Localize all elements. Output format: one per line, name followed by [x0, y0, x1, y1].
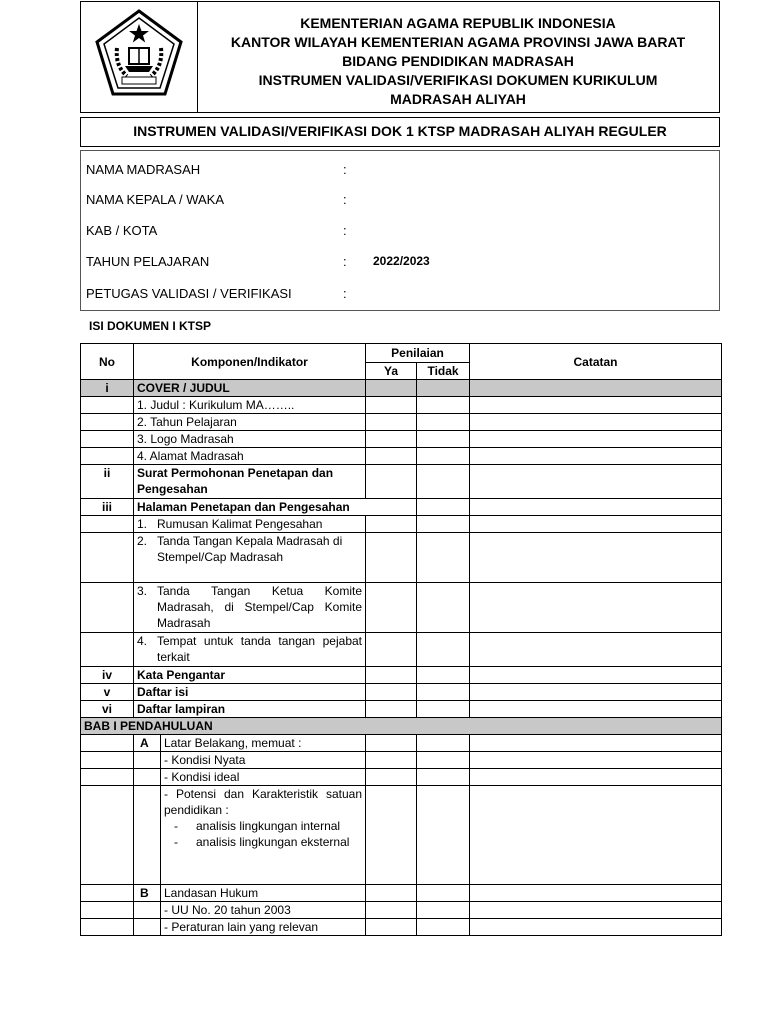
table-row [81, 701, 722, 718]
row-component: - Kondisi Nyata [161, 752, 366, 769]
validation-table [80, 343, 722, 936]
row-number [81, 533, 134, 583]
ya-cell[interactable] [366, 902, 417, 919]
identity-colon: : [343, 162, 347, 177]
catatan-cell[interactable] [470, 885, 722, 902]
row-component: Daftar isi [134, 684, 366, 701]
row-number: i [81, 380, 134, 397]
catatan-cell[interactable] [470, 667, 722, 684]
identity-colon: : [343, 286, 347, 301]
catatan-cell[interactable] [470, 786, 722, 885]
catatan-cell[interactable] [470, 633, 722, 667]
row-number [81, 397, 134, 414]
catatan-cell[interactable] [470, 448, 722, 465]
table-row [81, 397, 722, 414]
table-header-row [81, 344, 722, 363]
row-component [134, 516, 366, 533]
ya-cell[interactable] [366, 633, 417, 667]
chapter-row [81, 718, 722, 735]
catatan-cell[interactable] [470, 902, 722, 919]
table-row [81, 465, 722, 499]
row-component [134, 633, 366, 667]
row-number [81, 902, 134, 919]
kemenag-emblem-icon [93, 8, 185, 100]
table-row [81, 684, 722, 701]
header-no: No [81, 344, 134, 380]
table-row [81, 786, 722, 885]
header-text [198, 14, 718, 109]
identity-box [80, 150, 720, 311]
row-number [81, 516, 134, 533]
row-letter [134, 902, 161, 919]
row-component: Halaman Penetapan dan Pengesahan [134, 499, 417, 516]
tidak-cell[interactable] [417, 533, 470, 583]
row-number [81, 919, 134, 936]
ya-cell[interactable] [366, 533, 417, 583]
item-text: - Potensi dan Karakteristik satuan pendidikan : [164, 787, 363, 817]
row-component: Kata Pengantar [134, 667, 366, 684]
tidak-cell[interactable] [417, 431, 470, 448]
row-number: iii [81, 499, 134, 516]
row-component: Surat Permohonan Penetapan dan Pengesahan [134, 465, 366, 499]
catatan-cell[interactable] [470, 516, 722, 533]
header-komponen: Komponen/Indikator [134, 344, 366, 380]
table-row [81, 380, 722, 397]
ya-cell[interactable] [366, 684, 417, 701]
item-text: Rumusan Kalimat Pengesahan [157, 517, 323, 531]
tidak-cell[interactable] [417, 397, 470, 414]
row-letter [134, 786, 161, 885]
row-component: 2. Tahun Pelajaran [134, 414, 366, 431]
identity-label: KAB / KOTA [86, 223, 158, 238]
row-number [81, 431, 134, 448]
item-number: 2. [137, 534, 148, 548]
ya-cell[interactable] [366, 919, 417, 936]
tidak-cell[interactable] [417, 752, 470, 769]
catatan-cell[interactable] [470, 919, 722, 936]
row-component: - UU No. 20 tahun 2003 [161, 902, 366, 919]
dash: - [174, 819, 178, 833]
header-line: KEMENTERIAN AGAMA REPUBLIK INDONESIA [300, 15, 616, 31]
tidak-cell[interactable] [417, 499, 470, 516]
ya-cell[interactable] [366, 701, 417, 718]
row-letter [134, 919, 161, 936]
catatan-cell[interactable] [470, 465, 722, 499]
tidak-cell[interactable] [417, 380, 470, 397]
identity-colon: : [343, 254, 347, 269]
identity-colon: : [343, 192, 347, 207]
chapter-heading: BAB I PENDAHULUAN [81, 718, 722, 735]
catatan-cell[interactable] [470, 499, 722, 516]
row-number [81, 885, 134, 902]
row-component: - Peraturan lain yang relevan [161, 919, 366, 936]
document-header [80, 1, 720, 113]
row-component [134, 533, 366, 583]
dash: - [174, 835, 178, 849]
tidak-cell[interactable] [417, 633, 470, 667]
catatan-cell[interactable] [470, 380, 722, 397]
row-component [161, 786, 366, 885]
tidak-cell[interactable] [417, 465, 470, 499]
ya-cell[interactable] [366, 583, 417, 633]
ya-cell[interactable] [366, 769, 417, 786]
row-component: 4. Alamat Madrasah [134, 448, 366, 465]
table-row [81, 533, 722, 583]
item-text: Tanda Tangan Ketua Komite Madrasah, di Stempel/Cap Komite Madrasah [157, 584, 363, 630]
row-number: iv [81, 667, 134, 684]
row-number [81, 735, 134, 752]
catatan-cell[interactable] [470, 684, 722, 701]
identity-label: TAHUN PELAJARAN [86, 254, 210, 269]
item-number: 3. [137, 584, 148, 598]
row-number [81, 769, 134, 786]
tidak-cell[interactable] [417, 786, 470, 885]
ya-cell[interactable] [366, 448, 417, 465]
ya-cell[interactable] [366, 465, 417, 499]
identity-label: NAMA KEPALA / WAKA [86, 192, 224, 207]
table-row [81, 902, 722, 919]
row-number: vi [81, 701, 134, 718]
logo-cell [81, 2, 198, 112]
catatan-cell[interactable] [470, 583, 722, 633]
item-text: Tanda Tangan Kepala Madrasah di Stempel/Cap Madrasah [157, 534, 343, 564]
row-component [134, 583, 366, 633]
tidak-cell[interactable] [417, 701, 470, 718]
table-row [81, 752, 722, 769]
table-row [81, 667, 722, 684]
header-catatan: Catatan [470, 344, 722, 380]
row-component: 1. Judul : Kurikulum MA…….. [134, 397, 366, 414]
row-number: ii [81, 465, 134, 499]
ya-cell[interactable] [366, 516, 417, 533]
row-component: Landasan Hukum [161, 885, 366, 902]
item-number: 1. [137, 517, 148, 531]
table-row [81, 735, 722, 752]
item-text: Tempat untuk tanda tangan pejabat terkait [157, 634, 363, 664]
row-number [81, 448, 134, 465]
ya-cell[interactable] [366, 380, 417, 397]
catatan-cell[interactable] [470, 735, 722, 752]
identity-label: NAMA MADRASAH [86, 162, 201, 177]
table-row [81, 769, 722, 786]
table-row [81, 431, 722, 448]
item-number: 4. [137, 634, 148, 648]
tidak-cell[interactable] [417, 735, 470, 752]
sub-item-text: analisis lingkungan eksternal [196, 835, 350, 849]
catatan-cell[interactable] [470, 533, 722, 583]
row-number [81, 633, 134, 667]
tidak-cell[interactable] [417, 902, 470, 919]
tidak-cell[interactable] [417, 516, 470, 533]
row-component: 3. Logo Madrasah [134, 431, 366, 448]
tidak-cell[interactable] [417, 684, 470, 701]
table-row [81, 885, 722, 902]
tidak-cell[interactable] [417, 769, 470, 786]
identity-label: PETUGAS VALIDASI / VERIFIKASI [86, 286, 292, 301]
catatan-cell[interactable] [470, 397, 722, 414]
catatan-cell[interactable] [470, 414, 722, 431]
header-line: KANTOR WILAYAH KEMENTERIAN AGAMA PROVINSI JAWA BARAT [230, 34, 686, 50]
table-row [81, 633, 722, 667]
header-penilaian: Penilaian [366, 344, 470, 363]
table-row [81, 919, 722, 936]
identity-colon: : [343, 223, 347, 238]
ya-cell[interactable] [366, 885, 417, 902]
ya-cell[interactable] [366, 735, 417, 752]
row-letter [134, 769, 161, 786]
sub-item-text: analisis lingkungan internal [196, 819, 341, 833]
tidak-cell[interactable] [417, 414, 470, 431]
row-number [81, 752, 134, 769]
catatan-cell[interactable] [470, 769, 722, 786]
tidak-cell[interactable] [417, 583, 470, 633]
catatan-cell[interactable] [470, 701, 722, 718]
row-number [81, 414, 134, 431]
table-row [81, 583, 722, 633]
row-number [81, 583, 134, 633]
row-letter: B [134, 885, 161, 902]
row-component: Latar Belakang, memuat : [161, 735, 366, 752]
header-tidak: Tidak [417, 363, 470, 380]
identity-value[interactable]: 2022/2023 [373, 254, 430, 268]
ya-cell[interactable] [366, 752, 417, 769]
row-component: Daftar lampiran [134, 701, 366, 718]
row-component: - Kondisi ideal [161, 769, 366, 786]
ya-cell[interactable] [366, 786, 417, 885]
ya-cell[interactable] [366, 414, 417, 431]
table-row [81, 448, 722, 465]
header-ya: Ya [366, 363, 417, 380]
row-letter [134, 752, 161, 769]
catatan-cell[interactable] [470, 752, 722, 769]
tidak-cell[interactable] [417, 667, 470, 684]
row-letter: A [134, 735, 161, 752]
row-number [81, 786, 134, 885]
tidak-cell[interactable] [417, 885, 470, 902]
table-row [81, 516, 722, 533]
tidak-cell[interactable] [417, 919, 470, 936]
section-heading: ISI DOKUMEN I KTSP [89, 319, 212, 333]
document-title: INSTRUMEN VALIDASI/VERIFIKASI DOK 1 KTSP MADRASAH ALIYAH REGULER [80, 117, 720, 147]
header-line: BIDANG PENDIDIKAN MADRASAH [342, 53, 574, 69]
ya-cell[interactable] [366, 397, 417, 414]
tidak-cell[interactable] [417, 448, 470, 465]
header-line: MADRASAH ALIYAH [390, 91, 526, 107]
row-component: COVER / JUDUL [134, 380, 366, 397]
header-line: INSTRUMEN VALIDASI/VERIFIKASI DOKUMEN KURIKULUM [258, 72, 658, 88]
ya-cell[interactable] [366, 431, 417, 448]
row-number: v [81, 684, 134, 701]
table-row [81, 499, 722, 516]
ya-cell[interactable] [366, 667, 417, 684]
table-row [81, 414, 722, 431]
catatan-cell[interactable] [470, 431, 722, 448]
